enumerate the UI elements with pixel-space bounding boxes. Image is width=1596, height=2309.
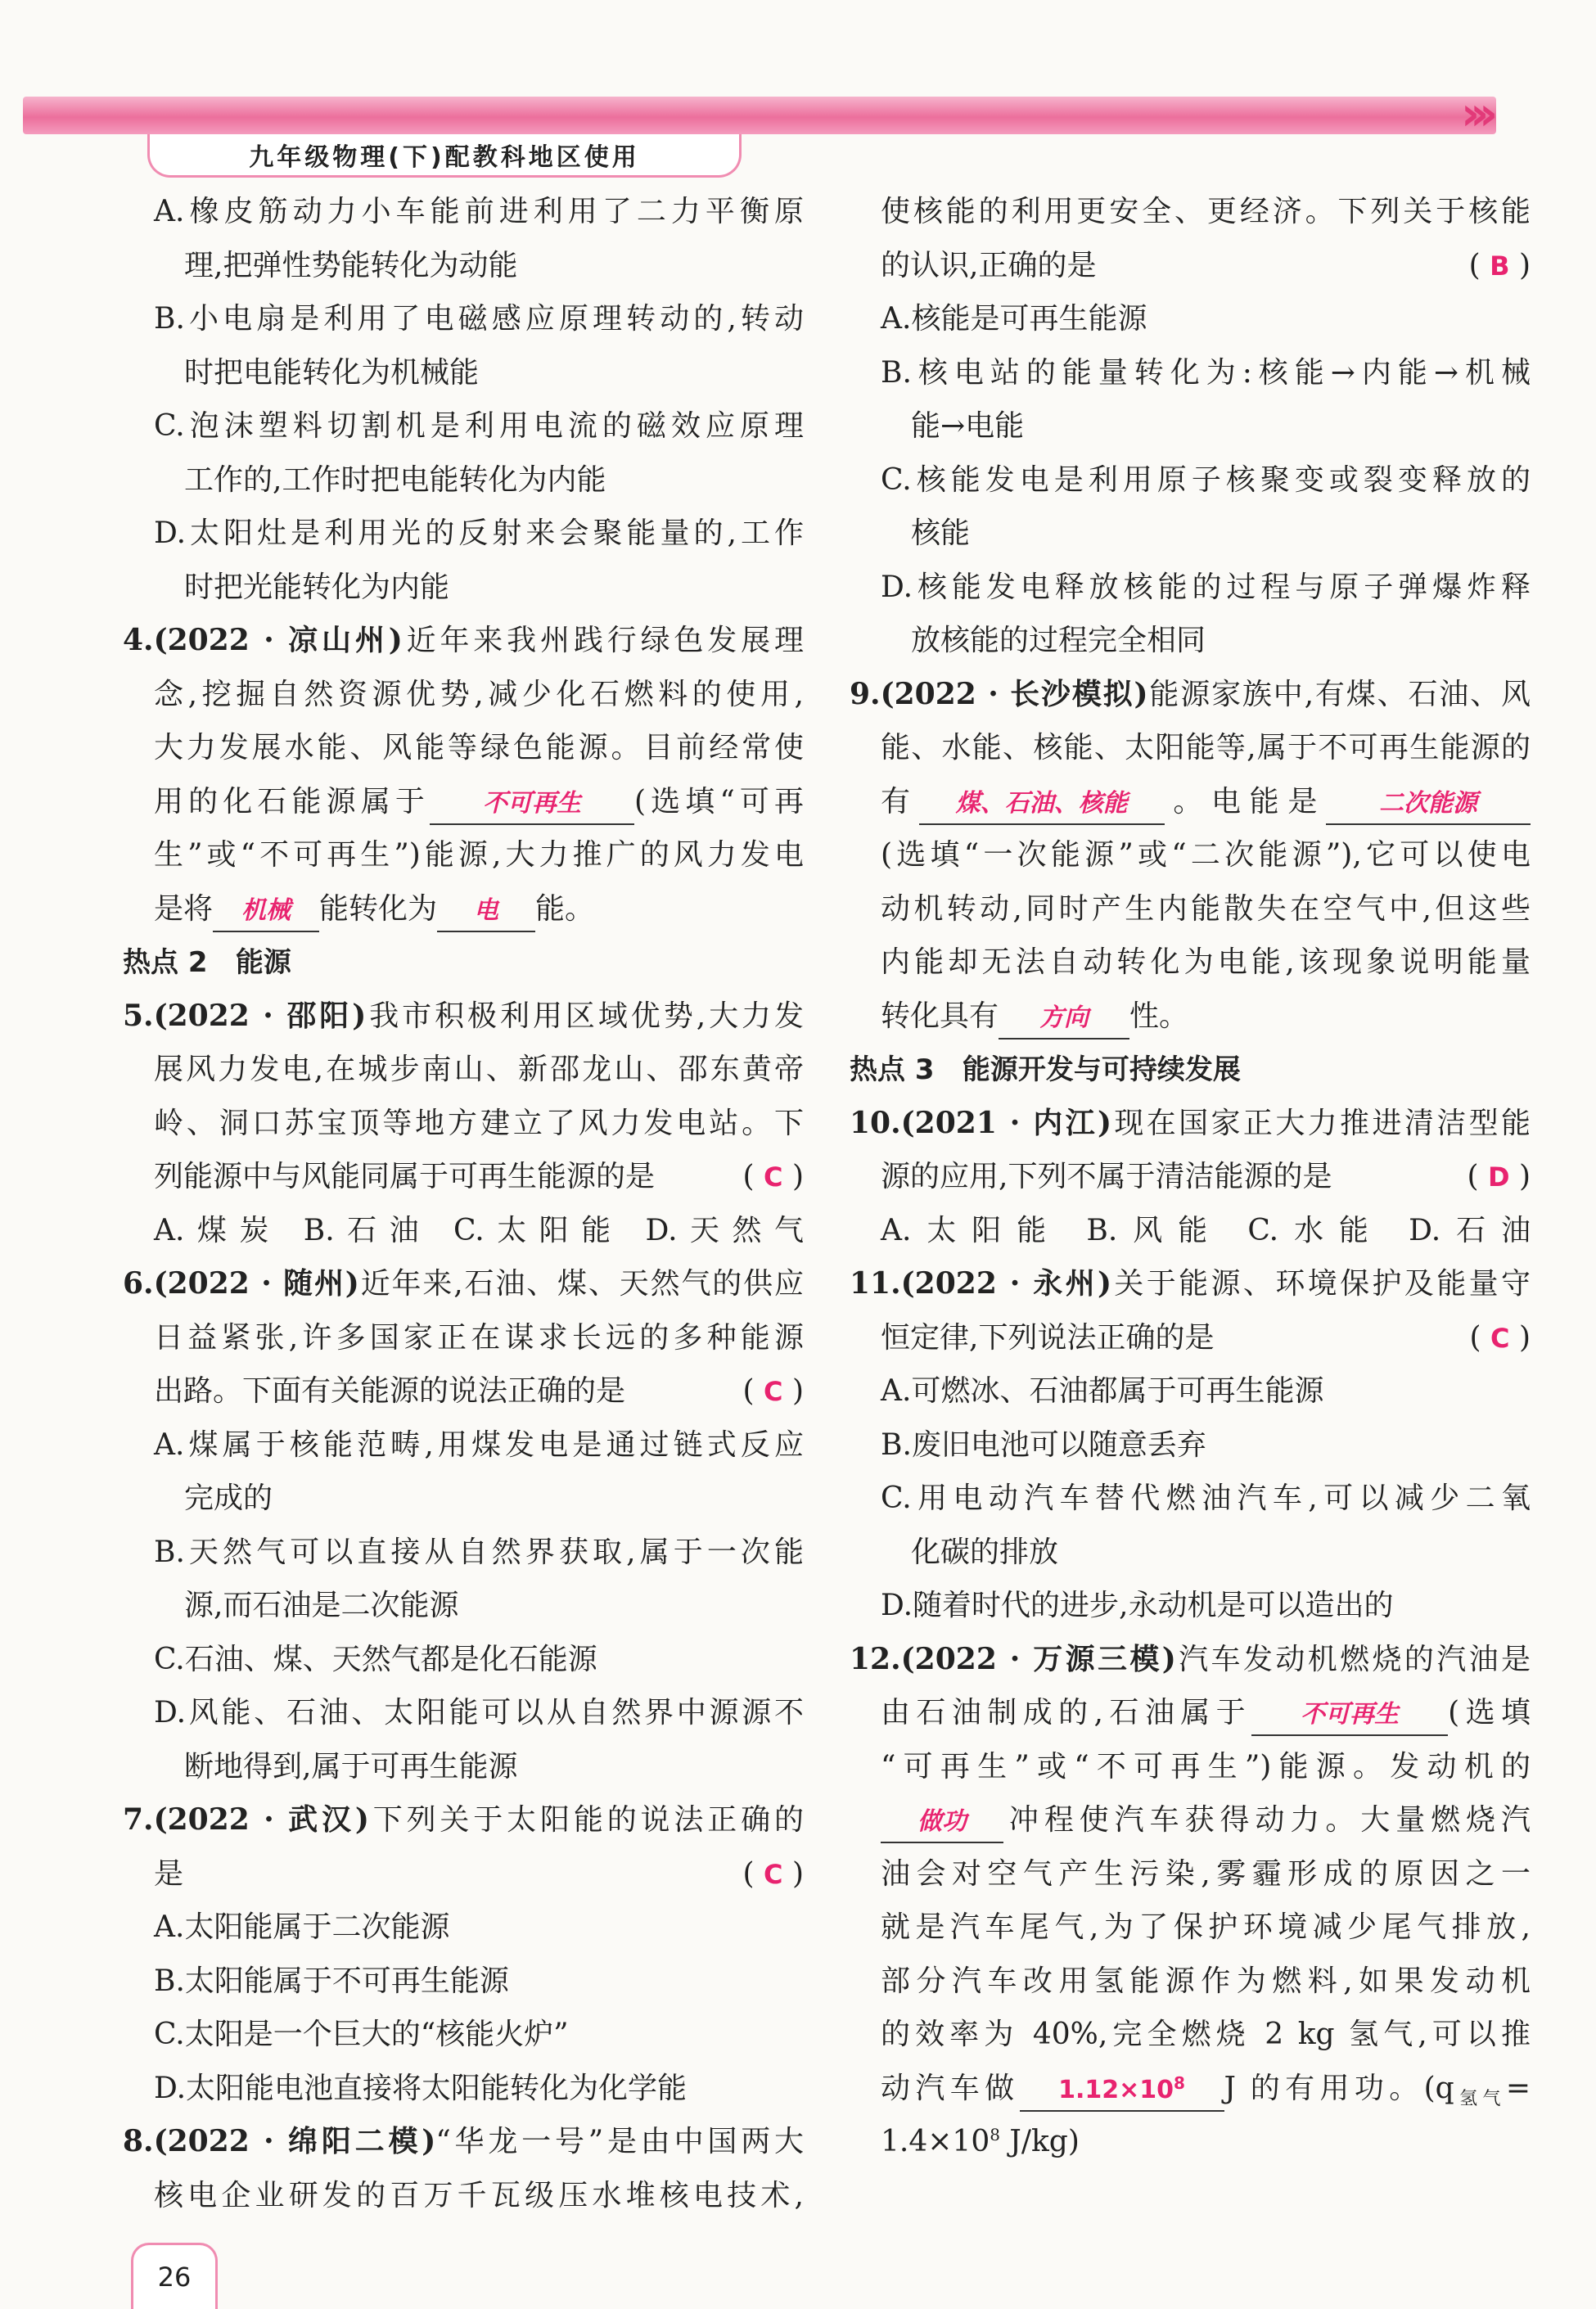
question-text: 动汽车做 $1.12\times 10^8$ J 的有用功。($q_{氢气}=$ bbox=[850, 2062, 1531, 2116]
answer-blank: 机械 bbox=[213, 891, 319, 932]
option-line: B.天然气可以直接从自然界获取,属于一次能 bbox=[154, 1535, 804, 1569]
answer-paren: ( D ) bbox=[1467, 1160, 1531, 1193]
question-text: 由石油制成的,石油属于 不可再生 (选填 bbox=[850, 1686, 1531, 1740]
header-band bbox=[23, 97, 1496, 134]
option-line: 核能 bbox=[911, 516, 971, 550]
question-text: 生”或“不可再生”)能源,大力推广的风力发电 bbox=[154, 838, 804, 872]
question-text: 核电企业研发的百万千瓦级压水堆核电技术, bbox=[154, 2178, 804, 2212]
question-text: 是将 机械 能转化为 电 能。 bbox=[123, 882, 804, 936]
question-7: 7.(2022 · 武汉)下列关于太阳能的说法正确的 bbox=[123, 1802, 804, 1837]
choice-answer: C bbox=[764, 1858, 783, 1890]
question-text: 展风力发电,在城步南山、新邵龙山、邵东黄帝 bbox=[154, 1053, 804, 1086]
option-line: D.核能发电释放核能的过程与原子弹爆炸释 bbox=[881, 570, 1531, 604]
choice-answer: C bbox=[764, 1161, 783, 1193]
question-10: 10.(2021 · 内江)现在国家正大力推进清洁型能 bbox=[850, 1105, 1531, 1140]
option-line: C.核能发电是利用原子核聚变或裂变释放的 bbox=[881, 462, 1531, 497]
option-line: 放核能的过程完全相同 bbox=[911, 624, 1206, 657]
option-line: 理,把弹性势能转化为动能 bbox=[184, 248, 518, 282]
question-text: 就是汽车尾气,为了保护环境减少尾气排放, bbox=[881, 1910, 1531, 1944]
section-heading: 热点 2 能源 bbox=[123, 946, 291, 979]
option-line: A.可燃冰、石油都属于可再生能源 bbox=[881, 1374, 1324, 1408]
option-line: A.核能是可再生能源 bbox=[881, 302, 1147, 336]
question-text: 大力发展水能、风能等绿色能源。目前经常使 bbox=[154, 731, 804, 764]
question-source: (2022 · 凉山州) bbox=[153, 623, 403, 657]
option-line: C.石油、煤、天然气都是化石能源 bbox=[154, 1642, 597, 1676]
question-text: 内能却无法自动转化为电能,该现象说明能量 bbox=[881, 945, 1531, 979]
question-text: 有 煤、石油、核能 。电能是 二次能源 bbox=[850, 775, 1531, 829]
question-text: $1.4\times 10^8$ J/kg) bbox=[881, 2125, 1080, 2158]
chevron-right-icon: ››› bbox=[1461, 88, 1489, 141]
left-column bbox=[123, 185, 804, 2222]
choice-answer: B bbox=[1490, 250, 1510, 282]
option-line: D.太阳能电池直接将太阳能转化为化学能 bbox=[154, 2071, 688, 2105]
option-line: 完成的 bbox=[184, 1481, 273, 1515]
option-line: D.风能、石油、太阳能可以从自然界中源源不 bbox=[154, 1696, 804, 1729]
option-line: 源,而石油是二次能源 bbox=[184, 1589, 459, 1622]
question-text: (选填“一次能源”或“二次能源”),它可以使电 bbox=[881, 838, 1531, 872]
option-line: 时把光能转化为内能 bbox=[184, 570, 450, 604]
question-text: 日益紧张,许多国家正在谋求长远的多种能源 bbox=[154, 1320, 804, 1355]
question-6: 6.(2022 · 随州)近年来,石油、煤、天然气的供应 bbox=[123, 1266, 804, 1301]
option-line: 工作的,工作时把电能转化为内能 bbox=[184, 462, 606, 497]
option-line: A.煤属于核能范畴,用煤发电是通过链式反应 bbox=[154, 1427, 804, 1462]
option-line: B.废旧电池可以随意丢弃 bbox=[881, 1427, 1206, 1462]
right-column bbox=[850, 185, 1531, 2169]
answer-paren: ( B ) bbox=[1468, 248, 1531, 282]
question-5: 5.(2022 · 邵阳)我市积极利用区域优势,大力发 bbox=[123, 998, 804, 1033]
option-line: C.太阳是一个巨大的“核能火炉” bbox=[154, 2018, 569, 2051]
choice-answer: D bbox=[1487, 1161, 1510, 1193]
question-text: 的效率为 40%,完全燃烧 2 kg 氢气,可以推 bbox=[881, 2018, 1531, 2051]
question-text: 动机转动,同时产生内能散失在空气中,但这些 bbox=[881, 891, 1531, 926]
question-text: 念,挖掘自然资源优势,减少化石燃料的使用, bbox=[154, 677, 804, 711]
option-line: B.小电扇是利用了电磁感应原理转动的,转动 bbox=[154, 302, 804, 336]
option-line: 断地得到,属于可再生能源 bbox=[184, 1749, 518, 1784]
page-number: 26 bbox=[131, 2243, 218, 2309]
question-text: 用的化石能源属于 不可再生 (选填“可再 bbox=[123, 775, 804, 829]
option-line: 能→电能 bbox=[911, 409, 1025, 443]
question-text: 能、水能、核能、太阳能等,属于不可再生能源的 bbox=[881, 731, 1531, 764]
option-line: A.橡皮筋动力小车能前进利用了二力平衡原 bbox=[154, 195, 804, 228]
answer-blank: 电 bbox=[437, 891, 535, 932]
option-line: D.随着时代的进步,永动机是可以造出的 bbox=[881, 1589, 1394, 1622]
question-12: 12.(2022 · 万源三模)汽车发动机燃烧的汽油是 bbox=[850, 1641, 1531, 1676]
option-line: B.太阳能属于不可再生能源 bbox=[154, 1964, 509, 1998]
header-title: 九年级物理(下)配教科地区使用 bbox=[147, 134, 742, 178]
question-text: 源的应用,下列不属于清洁能源的是 ( D ) bbox=[850, 1150, 1531, 1204]
question-text: 岭、洞口苏宝顶等地方建立了风力发电站。下 bbox=[154, 1106, 804, 1140]
option-line: B.核电站的能量转化为:核能→内能→机械 bbox=[881, 355, 1531, 390]
question-text: 列能源中与风能同属于可再生能源的是 ( C ) bbox=[123, 1150, 804, 1204]
question-text: 部分汽车改用氢能源作为燃料,如果发动机 bbox=[881, 1964, 1531, 1998]
question-text: 油会对空气产生污染,雾霾形成的原因之一 bbox=[881, 1856, 1531, 1891]
question-text: 是 ( C ) bbox=[123, 1847, 804, 1901]
choice-answer: C bbox=[764, 1376, 783, 1407]
question-text: 转化具有 方向 性。 bbox=[850, 990, 1531, 1044]
option-row: A.煤炭 B.石油 C.太阳能 D.天然气 bbox=[154, 1213, 804, 1247]
option-line: 时把电能转化为机械能 bbox=[184, 355, 480, 390]
question-11: 11.(2022 · 永州)关于能源、环境保护及能量守 bbox=[850, 1266, 1531, 1301]
question-text: 的认识,正确的是 ( B ) bbox=[850, 239, 1531, 293]
answer-blank: 做功 bbox=[881, 1802, 1003, 1843]
option-line: D.太阳灶是利用光的反射来会聚能量的,工作 bbox=[154, 516, 804, 550]
answer-paren: ( C ) bbox=[742, 1160, 804, 1193]
question-4: 4.(2022 · 凉山州)近年来我州践行绿色发展理 bbox=[123, 623, 804, 657]
answer-blank: 煤、石油、核能 bbox=[919, 784, 1165, 825]
question-9: 9.(2022 · 长沙模拟)能源家族中,有煤、石油、风 bbox=[850, 676, 1531, 711]
answer-blank: $1.12\times 10^8$ bbox=[1020, 2071, 1224, 2112]
option-line: A.太阳能属于二次能源 bbox=[154, 1910, 450, 1944]
question-number: 4. bbox=[123, 623, 154, 657]
choice-answer: C bbox=[1490, 1322, 1510, 1354]
question-text: 恒定律,下列说法正确的是 ( C ) bbox=[850, 1311, 1531, 1365]
answer-paren: ( C ) bbox=[742, 1374, 804, 1408]
question-text: 出路。下面有关能源的说法正确的是 ( C ) bbox=[123, 1364, 804, 1418]
option-line: C.泡沫塑料切割机是利用电流的磁效应原理 bbox=[154, 409, 804, 443]
question-8: 8.(2022 · 绵阳二模)“华龙一号”是由中国两大 bbox=[123, 2124, 804, 2158]
option-line: C.用电动汽车替代燃油汽车,可以减少二氧 bbox=[881, 1481, 1531, 1515]
question-text: 使核能的利用更安全、更经济。下列关于核能 bbox=[881, 195, 1531, 228]
option-row: A.太阳能 B.风能 C.水能 D.石油 bbox=[881, 1213, 1531, 1247]
answer-blank: 方向 bbox=[999, 999, 1129, 1040]
question-text: “可再生”或“不可再生”)能源。发动机的 bbox=[881, 1749, 1531, 1784]
answer-blank: 不可再生 bbox=[430, 784, 634, 825]
answer-blank: 不可再生 bbox=[1251, 1695, 1448, 1736]
answer-paren: ( C ) bbox=[742, 1856, 804, 1891]
answer-blank: 二次能源 bbox=[1326, 784, 1531, 825]
section-heading: 热点 3 能源开发与可持续发展 bbox=[850, 1053, 1241, 1086]
question-text: 做功 冲程使汽车获得动力。大量燃烧汽 bbox=[850, 1793, 1531, 1847]
option-line: 化碳的排放 bbox=[911, 1535, 1059, 1569]
answer-paren: ( C ) bbox=[1469, 1320, 1531, 1355]
